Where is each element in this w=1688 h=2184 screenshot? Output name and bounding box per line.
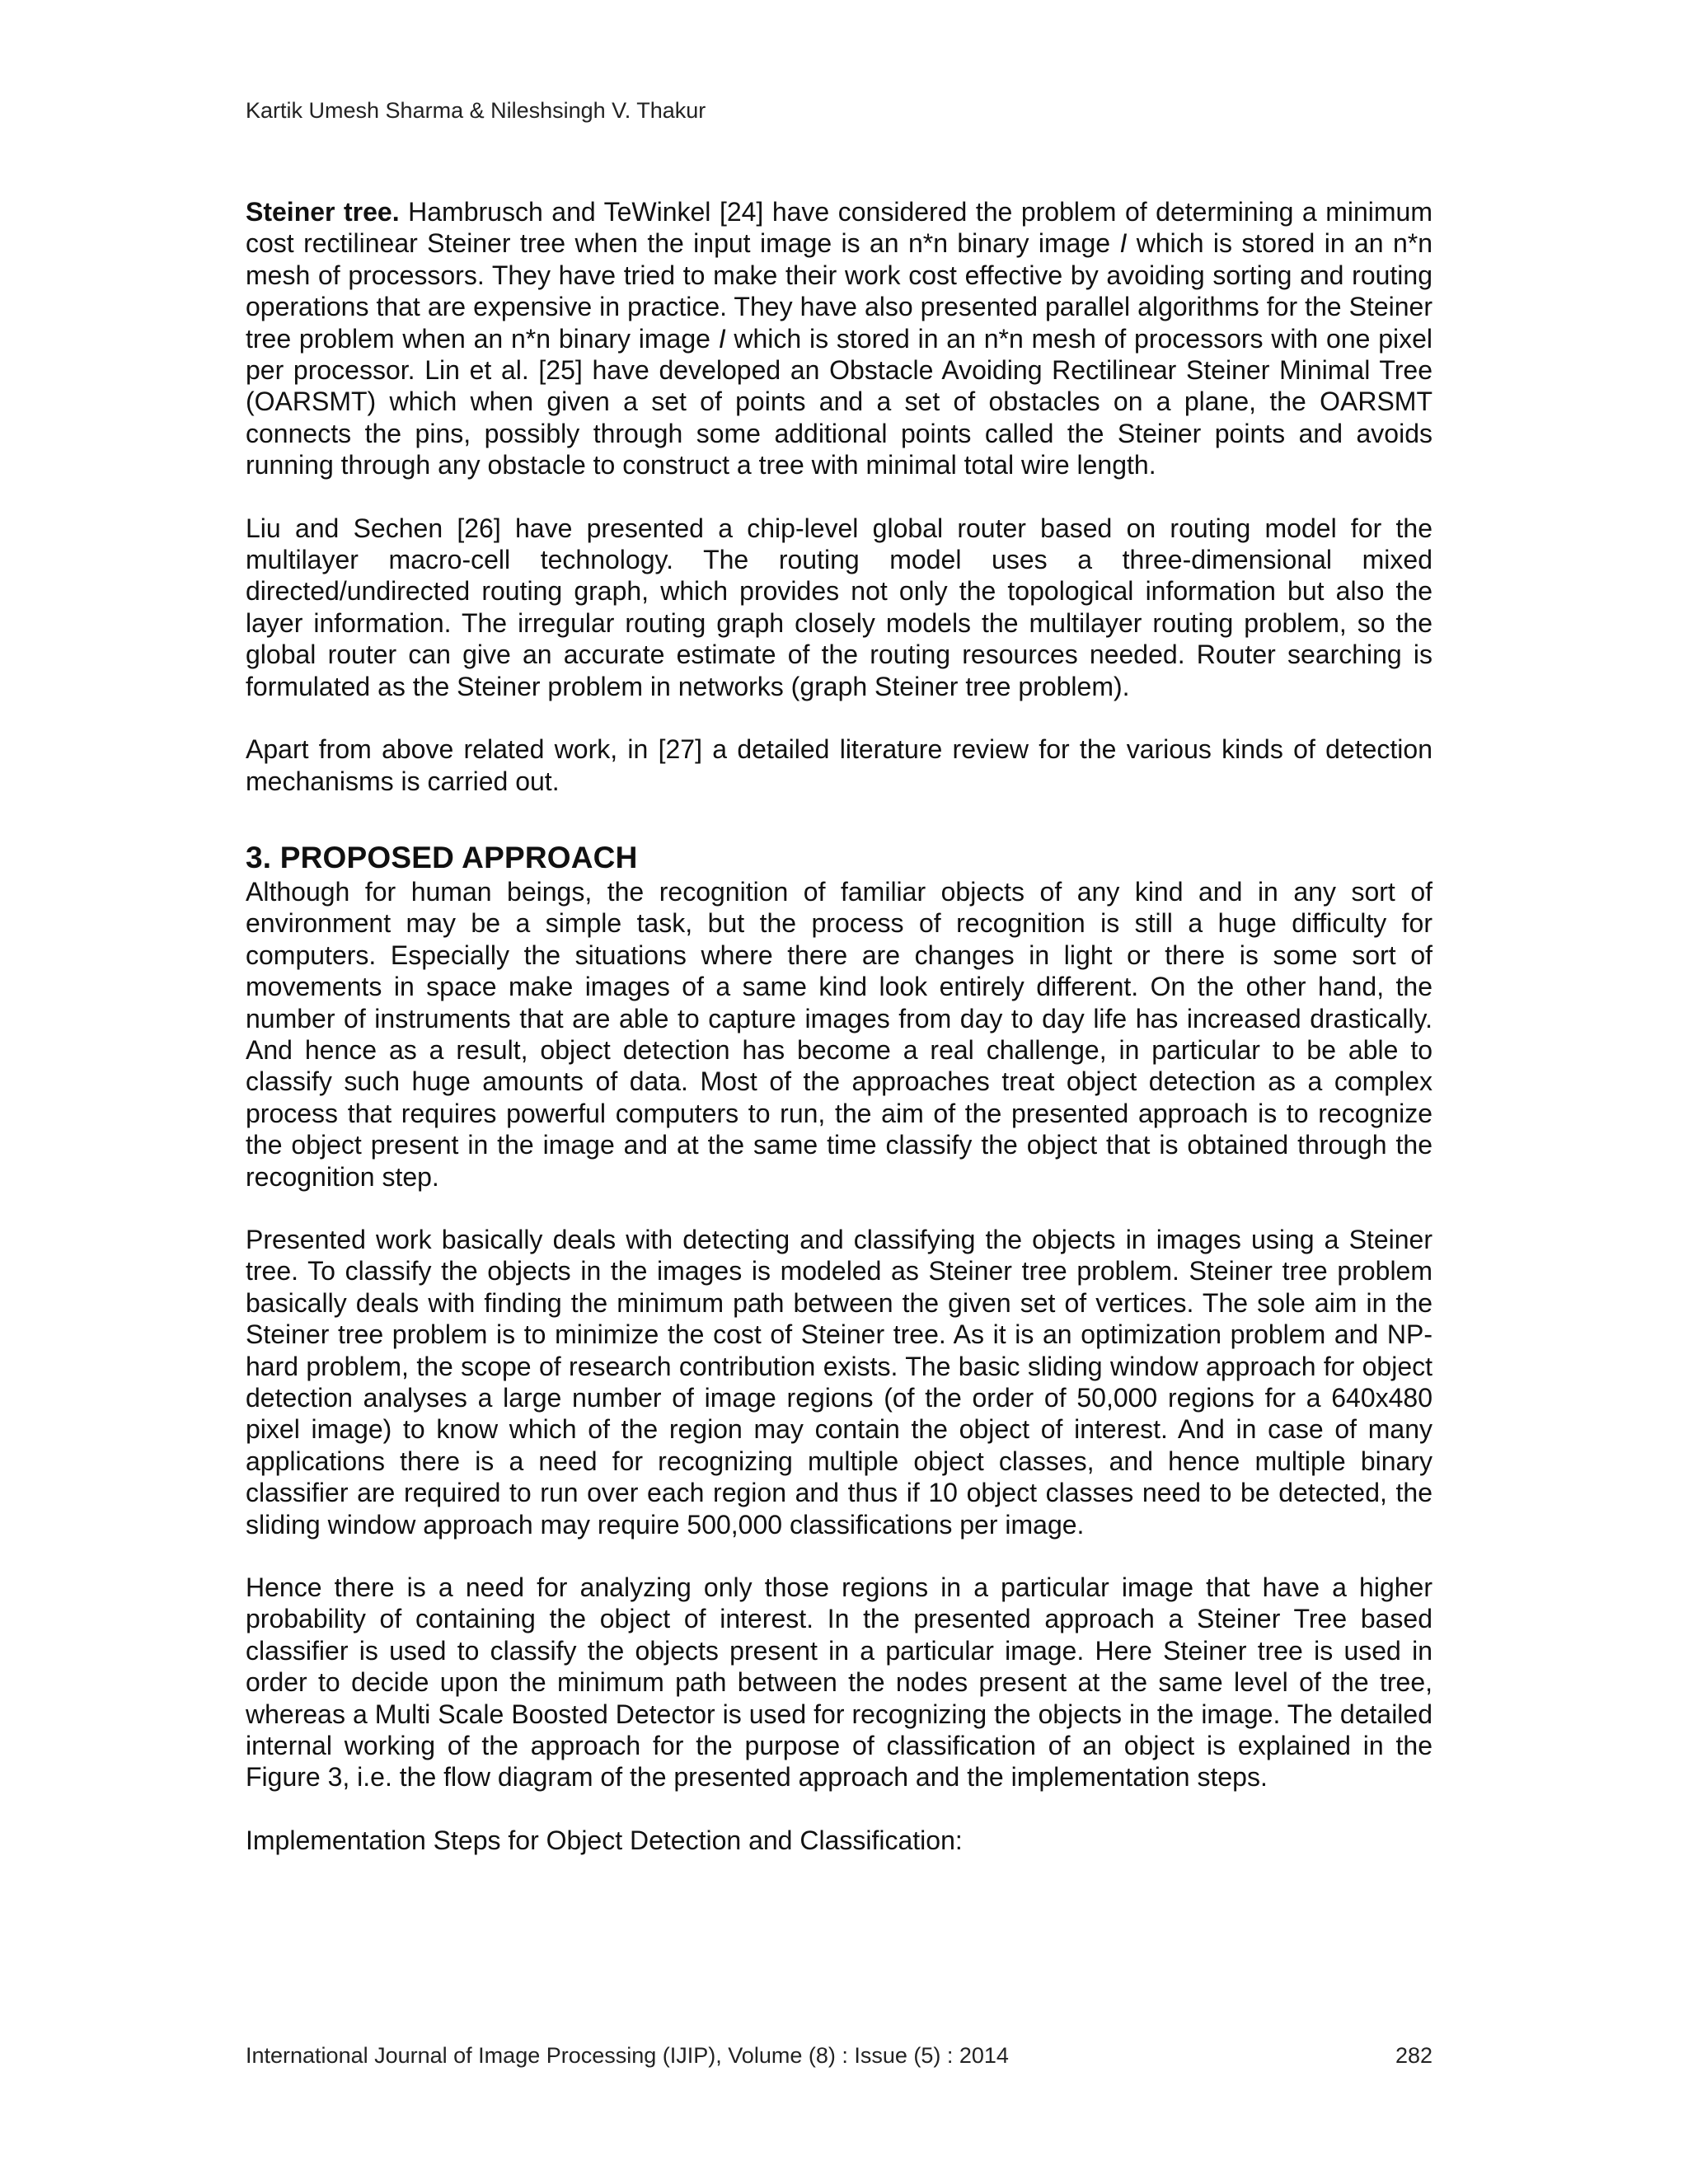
paragraph-related-work-summary: Apart from above related work, in [27] a detailed literature review for the various kinds of detection mechanisms is carried out. [246,734,1432,796]
journal-citation: International Journal of Image Processing (IJIP), Volume (8) : Issue (5) : 2014 [246,2043,1009,2068]
section-heading: 3. PROPOSED APPROACH [246,840,638,874]
paragraph-implementation-steps: Implementation Steps for Object Detection and Classification: [246,1825,963,1855]
italic-variable: I [1119,228,1128,259]
paragraph-text: which is stored in an n*n mesh of processors with one pixel per processor. Lin et al. [25] have developed an Obstacle Avoiding Rectilinear Steiner Minimal Tree (OARSMT) which when given a set of points and a set of obstacles on a plane, the OARSMT connects the pins, possibly through some additional points called the Steiner points and avoids running through any obstacle to construct a tree with minimal total wire length. [246,323,1433,480]
paragraph-recognition-intro: Although for human beings, the recognition of familiar objects of any kind and in any sort of environment may be a simple task, but the process of recognition is still a huge difficulty for computers. Especially the situations where there are changes in light or there is some sort of movements in space make images of a same kind look entirely different. On the other hand, the number of instruments that are able to capture images from day to day life has increased drastically. And hence as a result, object detection has become a real challenge, in particular to be able to classify such huge amounts of data. Most of the approaches treat object detection as a complex process that requires powerful computers to run, the aim of the presented approach is to recognize the object present in the image and at the same time classify the object that is obtained through the recognition step. [246,876,1432,1192]
paragraph-regions-analysis: Hence there is a need for analyzing only those regions in a particular image that have a higher probability of containing the object of interest. In the presented approach a Steiner Tree based classifier is used to classify the objects present in a particular image. Here Steiner tree is used in order to decide upon the minimum path between the nodes present at the same level of the tree, whereas a Multi Scale Boosted Detector is used for recognizing the objects in the image. The detailed internal working of the approach for the purpose of classification of an object is explained in the Figure 3, i.e. the flow diagram of the presented approach and the implementation steps. [246,1572,1432,1793]
italic-variable: I [718,323,726,354]
page-number: 282 [1395,2043,1432,2068]
paragraph-presented-work: Presented work basically deals with detecting and classifying the objects in images using a Steiner tree. To classify the objects in the images is modeled as Steiner tree problem. Steiner tree problem basically deals with finding the minimum path between the given set of vertices. The sole aim in the Steiner tree problem is to minimize the cost of Steiner tree. As it is an optimization problem and NP-hard problem, the scope of research contribution exists. The basic sliding window approach for object detection analyses a large number of image regions (of the order of 50,000 regions for a 640x480 pixel image) to know which of the region may contain the object of interest. And in case of many applications there is a need for recognizing multiple object classes, and hence multiple binary classifier are required to run over each region and thus if 10 object classes need to be detected, the sliding window approach may require 500,000 classifications per image. [246,1224,1432,1540]
running-header: Kartik Umesh Sharma & Nileshsingh V. Thakur [246,98,706,123]
paragraph-text: which is stored in an n*n mesh of processors. They have tried to make their work cost effective by avoiding sorting and routing operations that are expensive in practice. They have also presented parallel algorithms for the Steiner tree problem when an n*n binary image [246,228,1433,354]
paragraph-text: Hambrusch and TeWinkel [24] have considered the problem of determining a minimum cost rectilinear Steiner tree when the input image is an n*n binary image [246,197,1433,259]
paragraph-lead-term: Steiner tree. [246,197,400,227]
paragraph-steiner-tree [246,196,1432,481]
body-column [246,196,1432,1887]
paragraph-liu-sechen: Liu and Sechen [26] have presented a chip-level global router based on routing model for the multilayer macro-cell technology. The routing model uses a three-dimensional mixed directed/undirected routing graph, which provides not only the topological information but also the layer information. The irregular routing graph closely models the multilayer routing problem, so the global router can give an accurate estimate of the routing resources needed. Router searching is formulated as the Steiner problem in networks (graph Steiner tree problem). [246,513,1432,701]
running-footer [246,2042,1432,2069]
